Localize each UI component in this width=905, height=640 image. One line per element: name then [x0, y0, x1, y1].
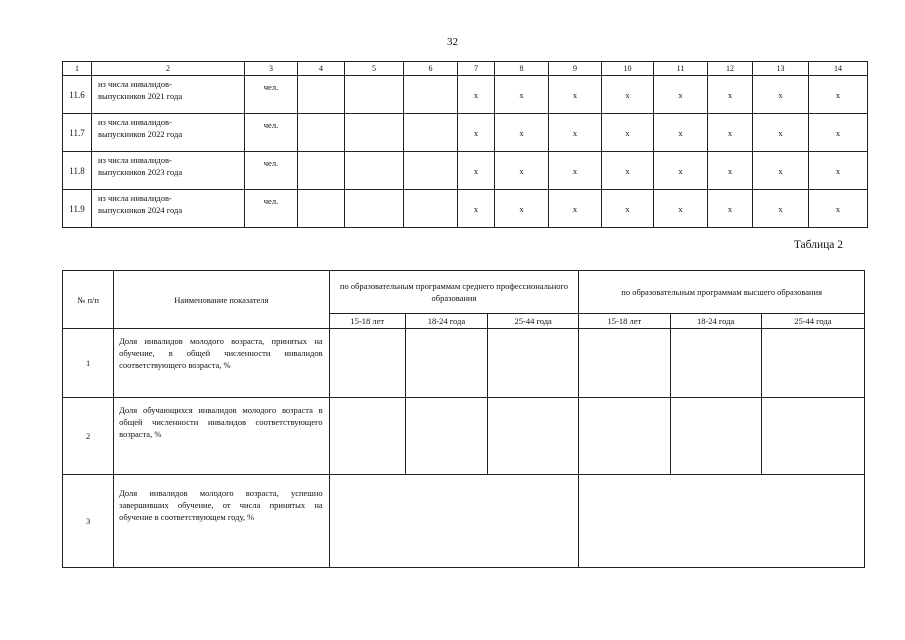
column-header-name: Наименование показателя	[114, 271, 330, 329]
cell: x	[809, 190, 868, 228]
age-group-header: 15-18 лет	[329, 314, 405, 329]
cell: x	[654, 190, 708, 228]
group-header-spo: по образовательным программам среднего профессионального образования	[329, 271, 579, 314]
cell: x	[495, 152, 549, 190]
indicator-name: Доля инвалидов молодого возраста, принятых на обучение, в общей численности инвалидов соответствующего возраста, %	[114, 329, 330, 398]
header-row	[63, 271, 865, 314]
age-group-header: 25-44 года	[488, 314, 579, 329]
group-header-vo: по образовательным программам высшего образования	[579, 271, 865, 314]
row-name-line: выпускников 2024 года	[98, 205, 183, 215]
age-group-header: 15-18 лет	[579, 314, 670, 329]
row-name-line: выпускников 2022 года	[98, 129, 183, 139]
row-name-line: выпускников 2023 года	[98, 167, 183, 177]
cell: x	[753, 114, 809, 152]
row-name	[92, 190, 245, 228]
age-group-header: 18-24 года	[405, 314, 487, 329]
cell: x	[654, 76, 708, 114]
table-row	[63, 329, 865, 398]
value-cell	[405, 329, 487, 398]
cell: x	[809, 114, 868, 152]
cell: x	[602, 152, 654, 190]
cell: x	[549, 190, 602, 228]
indicators-table	[62, 270, 865, 568]
cell: x	[549, 76, 602, 114]
row-code: 11.8	[63, 152, 92, 190]
table-caption: Таблица 2	[793, 239, 843, 251]
table-row	[63, 76, 868, 114]
cell	[404, 114, 458, 152]
row-name-line: выпускников 2021 года	[98, 91, 183, 101]
row-name-line: из числа инвалидов-	[98, 117, 172, 127]
table-row	[63, 398, 865, 475]
row-name-line: из числа инвалидов-	[98, 193, 172, 203]
column-header-number: № п/п	[63, 271, 114, 329]
column-number: 5	[345, 62, 404, 76]
cell: x	[458, 190, 495, 228]
row-number: 1	[63, 329, 114, 398]
cell: x	[809, 76, 868, 114]
age-group-header: 18-24 года	[670, 314, 761, 329]
value-cell	[579, 398, 670, 475]
cell	[345, 114, 404, 152]
merged-value-cell-vo	[579, 475, 865, 568]
row-name-line: из числа инвалидов-	[98, 79, 172, 89]
cell: x	[753, 152, 809, 190]
indicator-name: Доля инвалидов молодого возраста, успешно завершивших обучение, от числа принятых на обучение в соответствующем году, %	[114, 475, 330, 568]
cell	[298, 76, 345, 114]
cell: x	[602, 76, 654, 114]
table-row	[63, 475, 865, 568]
cell	[404, 76, 458, 114]
table-row	[63, 114, 868, 152]
cell: x	[753, 76, 809, 114]
table-row	[63, 190, 868, 228]
column-number: 3	[245, 62, 298, 76]
cell: x	[809, 152, 868, 190]
row-unit: чел.	[245, 114, 298, 152]
column-number: 9	[549, 62, 602, 76]
column-number: 2	[92, 62, 245, 76]
column-number: 6	[404, 62, 458, 76]
row-name	[92, 152, 245, 190]
value-cell	[488, 398, 579, 475]
row-unit: чел.	[245, 76, 298, 114]
cell: x	[654, 152, 708, 190]
column-number: 13	[753, 62, 809, 76]
column-number: 10	[602, 62, 654, 76]
cell	[404, 190, 458, 228]
row-code: 11.7	[63, 114, 92, 152]
cell	[345, 190, 404, 228]
age-group-header: 25-44 года	[761, 314, 864, 329]
cell: x	[654, 114, 708, 152]
cell	[298, 152, 345, 190]
row-code: 11.9	[63, 190, 92, 228]
cell	[298, 190, 345, 228]
value-cell	[761, 329, 864, 398]
merged-value-cell-spo	[329, 475, 579, 568]
cell	[298, 114, 345, 152]
column-number-row	[63, 62, 868, 76]
cell	[345, 76, 404, 114]
column-number: 8	[495, 62, 549, 76]
cell: x	[549, 114, 602, 152]
row-number: 3	[63, 475, 114, 568]
column-number: 12	[708, 62, 753, 76]
indicator-name: Доля обучающихся инвалидов молодого возраста в общей численности инвалидов соответствующего возраста, %	[114, 398, 330, 475]
cell: x	[708, 76, 753, 114]
row-unit: чел.	[245, 190, 298, 228]
cell: x	[458, 76, 495, 114]
column-number: 11	[654, 62, 708, 76]
cell: x	[602, 190, 654, 228]
row-number: 2	[63, 398, 114, 475]
row-code: 11.6	[63, 76, 92, 114]
cell	[404, 152, 458, 190]
cell: x	[708, 190, 753, 228]
row-unit: чел.	[245, 152, 298, 190]
cell	[345, 152, 404, 190]
column-number: 7	[458, 62, 495, 76]
value-cell	[579, 329, 670, 398]
row-name	[92, 76, 245, 114]
column-number: 1	[63, 62, 92, 76]
page-number: 32	[447, 36, 458, 48]
value-cell	[488, 329, 579, 398]
table-row	[63, 152, 868, 190]
cell: x	[458, 114, 495, 152]
cell: x	[495, 76, 549, 114]
column-number: 14	[809, 62, 868, 76]
row-name-line: из числа инвалидов-	[98, 155, 172, 165]
continuation-table	[62, 61, 868, 228]
cell: x	[602, 114, 654, 152]
cell: x	[753, 190, 809, 228]
cell: x	[458, 152, 495, 190]
value-cell	[329, 398, 405, 475]
row-name	[92, 114, 245, 152]
cell: x	[708, 152, 753, 190]
value-cell	[670, 398, 761, 475]
cell: x	[495, 190, 549, 228]
value-cell	[761, 398, 864, 475]
value-cell	[405, 398, 487, 475]
value-cell	[329, 329, 405, 398]
cell: x	[549, 152, 602, 190]
value-cell	[670, 329, 761, 398]
column-number: 4	[298, 62, 345, 76]
cell: x	[708, 114, 753, 152]
cell: x	[495, 114, 549, 152]
